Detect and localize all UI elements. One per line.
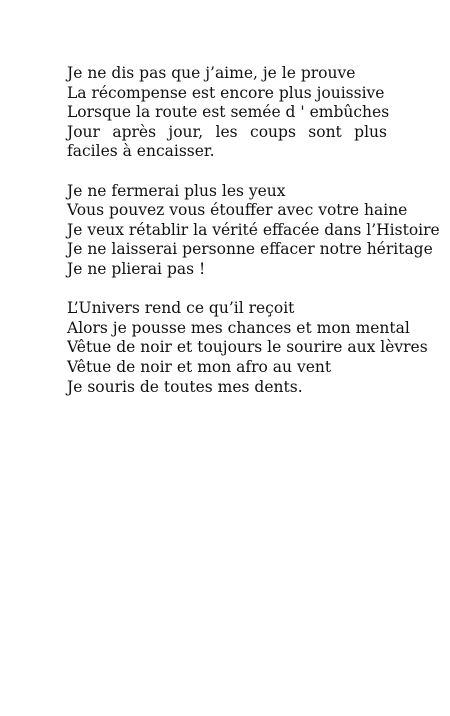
poem-line: Je souris de toutes mes dents. [67, 377, 303, 396]
poem-line: Lorsque la route est semée d ' embûches [67, 103, 390, 122]
poem-line: Je ne laisserai personne effacer notre héritage [67, 240, 433, 259]
stanza-2 [67, 181, 440, 280]
poem-line: Vêtue de noir et mon afro au vent [67, 357, 332, 376]
poem-line: L’Univers rend ce qu’il reçoit [67, 299, 295, 318]
poem-line: Je ne fermerai plus les yeux [67, 181, 286, 200]
poem-line: La récompense est encore plus jouissive [67, 83, 385, 102]
stanza-3 [67, 299, 428, 397]
poem-line: Vêtue de noir et toujours le sourire aux lèvres [67, 338, 428, 357]
poem-text [67, 64, 440, 417]
poem-line: Vous pouvez vous étouffer avec votre haine [67, 201, 408, 220]
poem-line: Jour après jour, les coups sont plus faciles à encaisser. [67, 122, 387, 161]
poem-line: Je ne plierai pas ! [67, 259, 206, 278]
poem-line: Je ne dis pas que j’aime, je le prouve [67, 64, 356, 82]
stanza-1 [67, 64, 390, 162]
poem-line: Je veux rétablir la vérité effacée dans l’Histoire [67, 220, 440, 239]
poem-line: Alors je pousse mes chances et mon mental [67, 318, 410, 337]
